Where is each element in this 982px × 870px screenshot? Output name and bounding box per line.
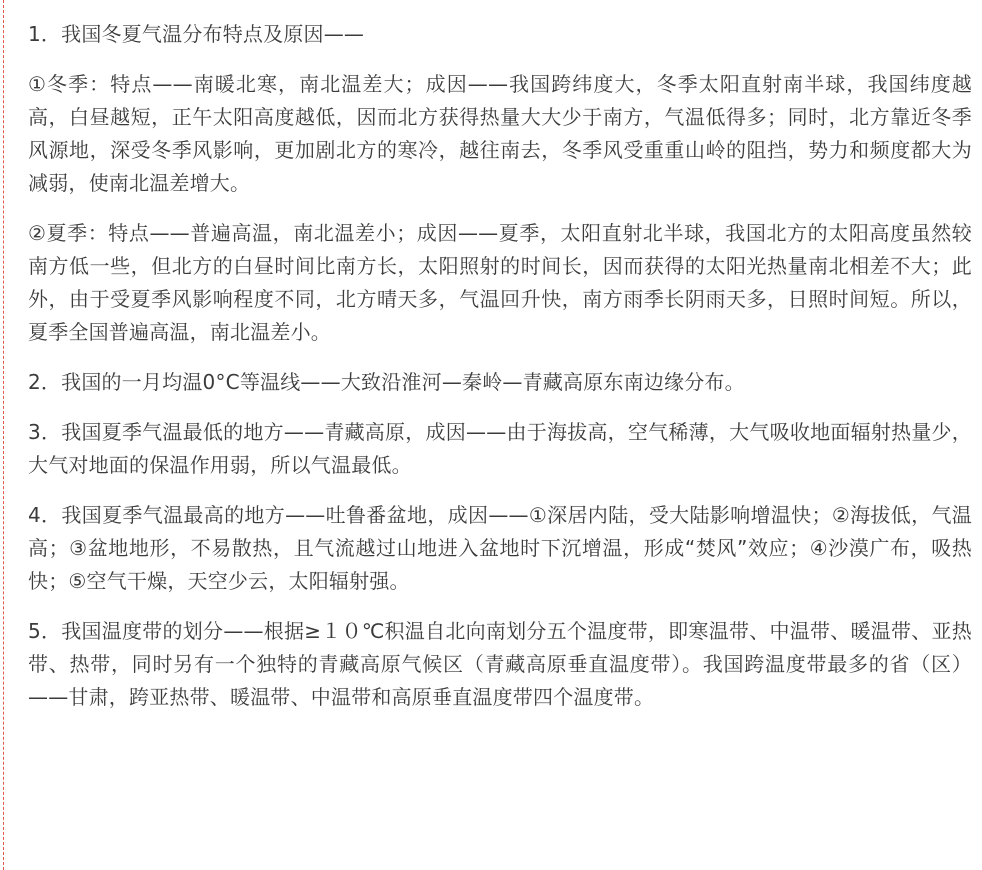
paragraph-temperature-zones: 5．我国温度带的划分——根据≥１０℃积温自北向南划分五个温度带，即寒温带、中温带、暖温带、亚热带、热带，同时另有一个独特的青藏高原气候区（青藏高原垂直温度带）。我国跨温度带最多的省（区）——甘肃，跨亚热带、暖温带、中温带和高原垂直温度带四个温度带。	[28, 619, 972, 709]
paragraph-hottest: 4．我国夏季气温最高的地方——吐鲁番盆地，成因——①深居内陆，受大陆影响增温快；②海拔低，气温高；③盆地地形，不易散热，且气流越过山地进入盆地时下沉增温，形成“焚风”效应；④沙漠广布，吸热快；⑤空气干燥，天空少云，太阳辐射强。	[28, 503, 972, 593]
paragraph-winter: ①冬季：特点——南暖北寒，南北温差大；成因——我国跨纬度大，冬季太阳直射南半球，我国纬度越高，白昼越短，正午太阳高度越低，因而北方获得热量大大少于南方，气温低得多；同时，北方靠近冬季风源地，深受冬季风影响，更加剧北方的寒冷，越往南去，冬季风受重重山岭的阻挡，势力和频度都大为减弱，使南北温差增大。	[28, 72, 972, 195]
paragraph-coldest: 3．我国夏季气温最低的地方——青藏高原，成因——由于海拔高，空气稀薄，大气吸收地面辐射热量少，大气对地面的保温作用弱，所以气温最低。	[28, 420, 972, 477]
paragraph-heading-1: 1．我国冬夏气温分布特点及原因——	[28, 22, 365, 46]
document-body	[28, 18, 972, 714]
paragraph-isotherm: 2．我国的一月均温0°C等温线——大致沿淮河—秦岭—青藏高原东南边缘分布。	[28, 370, 745, 394]
paragraph-summer: ②夏季：特点——普遍高温，南北温差小；成因——夏季，太阳直射北半球，我国北方的太阳高度虽然较南方低一些，但北方的白昼时间比南方长，太阳照射的时间长，因而获得的太阳光热量南北相差不大；此外，由于受夏季风影响程度不同，北方晴天多，气温回升快，南方雨季长阴雨天多，日照时间短。所以，夏季全国普遍高温，南北温差小。	[28, 221, 972, 344]
